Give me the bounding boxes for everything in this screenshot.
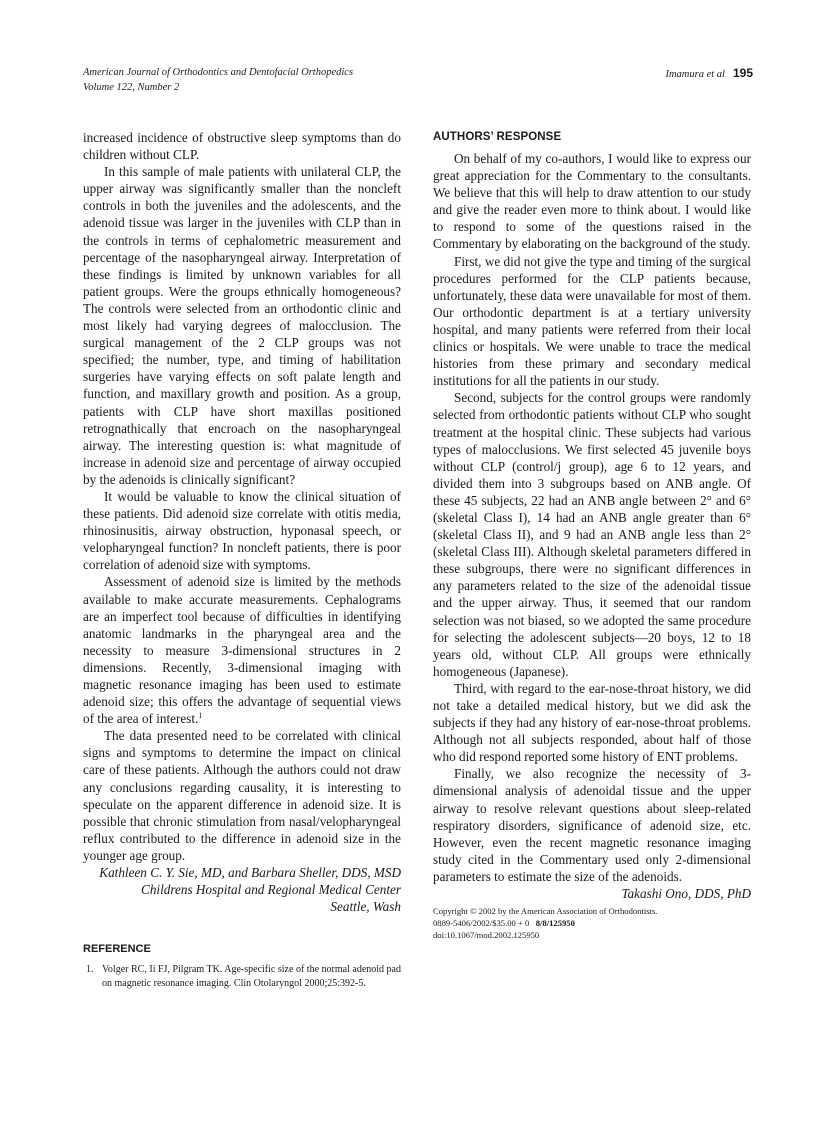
commentary-signature — [83, 864, 401, 915]
issn-price: 0889-5406/2002/$35.00 + 0 — [433, 918, 530, 929]
article-code: 8/8/125950 — [535, 918, 575, 929]
body-paragraph: Third, with regard to the ear-nose-throat history, we did not take a detailed medical history, but we did ask the subjects if they had any history of ear-nose-throat problems. Although not all subjects responded, about half of those who did respond reported some history of ENT problems. — [433, 680, 751, 765]
body-paragraph: First, we did not give the type and timing of the surgical procedures performed for the CLP patients because, unfortunately, these data were unavailable for most of them. Our orthodontic department is at a tertiary university hospital, and many patients were referred from their local clinics or hospitals. We were unable to trace the medical histories from these primary and secondary medical institutions for all the patients in our study. — [433, 253, 751, 389]
issn-line — [433, 917, 751, 929]
left-column — [83, 129, 401, 990]
citation-marker[interactable]: 1 — [198, 711, 203, 721]
reference-item — [83, 963, 401, 990]
body-paragraph: Second, subjects for the control groups were randomly selected from orthodontic patients without CLP who sought treatment at the hospital clinic. These subjects had various types of malocclusions. We first selected 45 juvenile boys without CLP (control/j group), age 6 to 12 years, and divided them into 3 subgroups based on ANB angle. Of these 45 subjects, 22 had an ANB angle between 2° and 6° (skeletal Class I), 14 had an ANB angle greater than 6° (skeletal Class II), and 9 had an ANB angle less than 2° (skeletal Class III). Although skeletal parameters differed in these subgroups, there were no significant differences in any parameters related to the size of the adenoidal tissue and the upper airway. Thus, it seemed that our random selection was not biased, so we adopted the same procedure for selecting the adolescent subjects—20 boys, 12 to 18 years old, without CLP. All groups were ethnically homogeneous (Japanese). — [433, 390, 751, 679]
response-signature: Takashi Ono, DDS, PhD — [621, 886, 751, 902]
signature-institution: Childrens Hospital and Regional Medical Center — [141, 882, 401, 898]
body-paragraph-with-citation — [83, 573, 401, 727]
signature-location: Seattle, Wash — [330, 899, 401, 915]
references-heading: REFERENCE — [83, 943, 151, 956]
section-heading: AUTHORS’ RESPONSE — [433, 131, 562, 143]
journal-info — [83, 66, 353, 95]
body-paragraph: increased incidence of obstructive sleep symptoms than do children without CLP. — [83, 130, 401, 163]
signature-names: Kathleen C. Y. Sie, MD, and Barbara Sheller, DDS, MSD — [99, 865, 401, 881]
page-number: 195 — [732, 66, 753, 80]
body-paragraph: The data presented need to be correlated with clinical signs and symptoms to determine the impact on clinical care of these patients. Although the authors could not draw any conclusions regarding causality, it is interesting to speculate on the apparent difference in adenoid size. It is possible that chronic stimulation from nasal/velopharyngeal reflux contributed to the difference in adenoid size in the younger age group. — [83, 728, 401, 863]
right-column — [433, 129, 751, 941]
reference-text: Volger RC, Ii FJ, Pilgram TK. Age-specific size of the normal adenoid pad on magnetic resonance imaging. Clin Otolaryngol 2000;25:392-5. — [102, 964, 401, 989]
running-authors: Imamura et al — [665, 69, 725, 80]
journal-volume: Volume 122, Number 2 — [83, 81, 180, 93]
copyright-line: Copyright © 2002 by the American Association of Orthodontists. — [433, 906, 658, 917]
doi-line[interactable]: doi:10.1067/mod.2002.125950 — [433, 930, 540, 941]
running-header — [83, 66, 753, 100]
body-paragraph: In this sample of male patients with unilateral CLP, the upper airway was significantly smaller than the noncleft controls in both the juveniles and the adolescents, and the adenoid tissue was larger in the juveniles with CLP than in the controls in terms of cephalometric measurement and percentage of the nasopharyngeal airway. Interpretation of these findings is limited by unknown variables for all patient groups. Were the groups ethnically homogeneous? The controls were selected from an orthodontic clinic and most likely had varying degrees of malocclusion. The surgical management of the 2 CLP groups was not specified; the number, type, and timing of habilitation surgeries have varying effects on soft palate length and function, and maxillary growth and position. As a group, patients with CLP have short maxillas positioned retrognathically that encroach on the nasopharyngeal airway. The interesting question is: what magnitude of increase in adenoid size and percentage of airway occupied by the adenoids is clinically significant? — [83, 164, 401, 487]
journal-title: American Journal of Orthodontics and Dentofacial Orthopedics — [83, 67, 354, 78]
copyright-block — [433, 905, 751, 941]
page-info — [665, 66, 753, 83]
paragraph-text: Assessment of adenoid size is limited by the methods available to make accurate measurements. Cephalograms are an imperfect tool because of difficulties in identifying anatomic landmarks in the pharyngeal area and the necessity to measure 3-dimensional structures in 2 dimensions. Recently, 3-dimensional imaging with magnetic resonance imaging has been used to estimate adenoid size; this offers the advantage of sequential views of the area of interest. — [83, 574, 401, 727]
body-paragraph: On behalf of my co-authors, I would like to express our great appreciation for the Commentary to the consultants. We believe that this will help to draw attention to our study and give the reader even more to think about. I would like to respond to some of the questions raised in the Commentary by elaborating on the background of the study. — [433, 151, 751, 252]
body-paragraph: Finally, we also recognize the necessity of 3-dimensional analysis of adenoidal tissue and the upper airway to resolve relevant questions about sleep-related respiratory disorders, significance of adenoid size, etc. However, even the recent magnetic resonance imaging study cited in the Commentary used only 2-dimensional parameters to estimate the size of the adenoids. — [433, 766, 751, 884]
body-paragraph: It would be valuable to know the clinical situation of these patients. Did adenoid size correlate with otitis media, rhinosinusitis, airway obstruction, hyponasal speech, or velopharyngeal function? In noncleft patients, there is poor correlation of adenoid size with symptoms. — [83, 488, 401, 573]
reference-number: 1. — [86, 964, 94, 976]
